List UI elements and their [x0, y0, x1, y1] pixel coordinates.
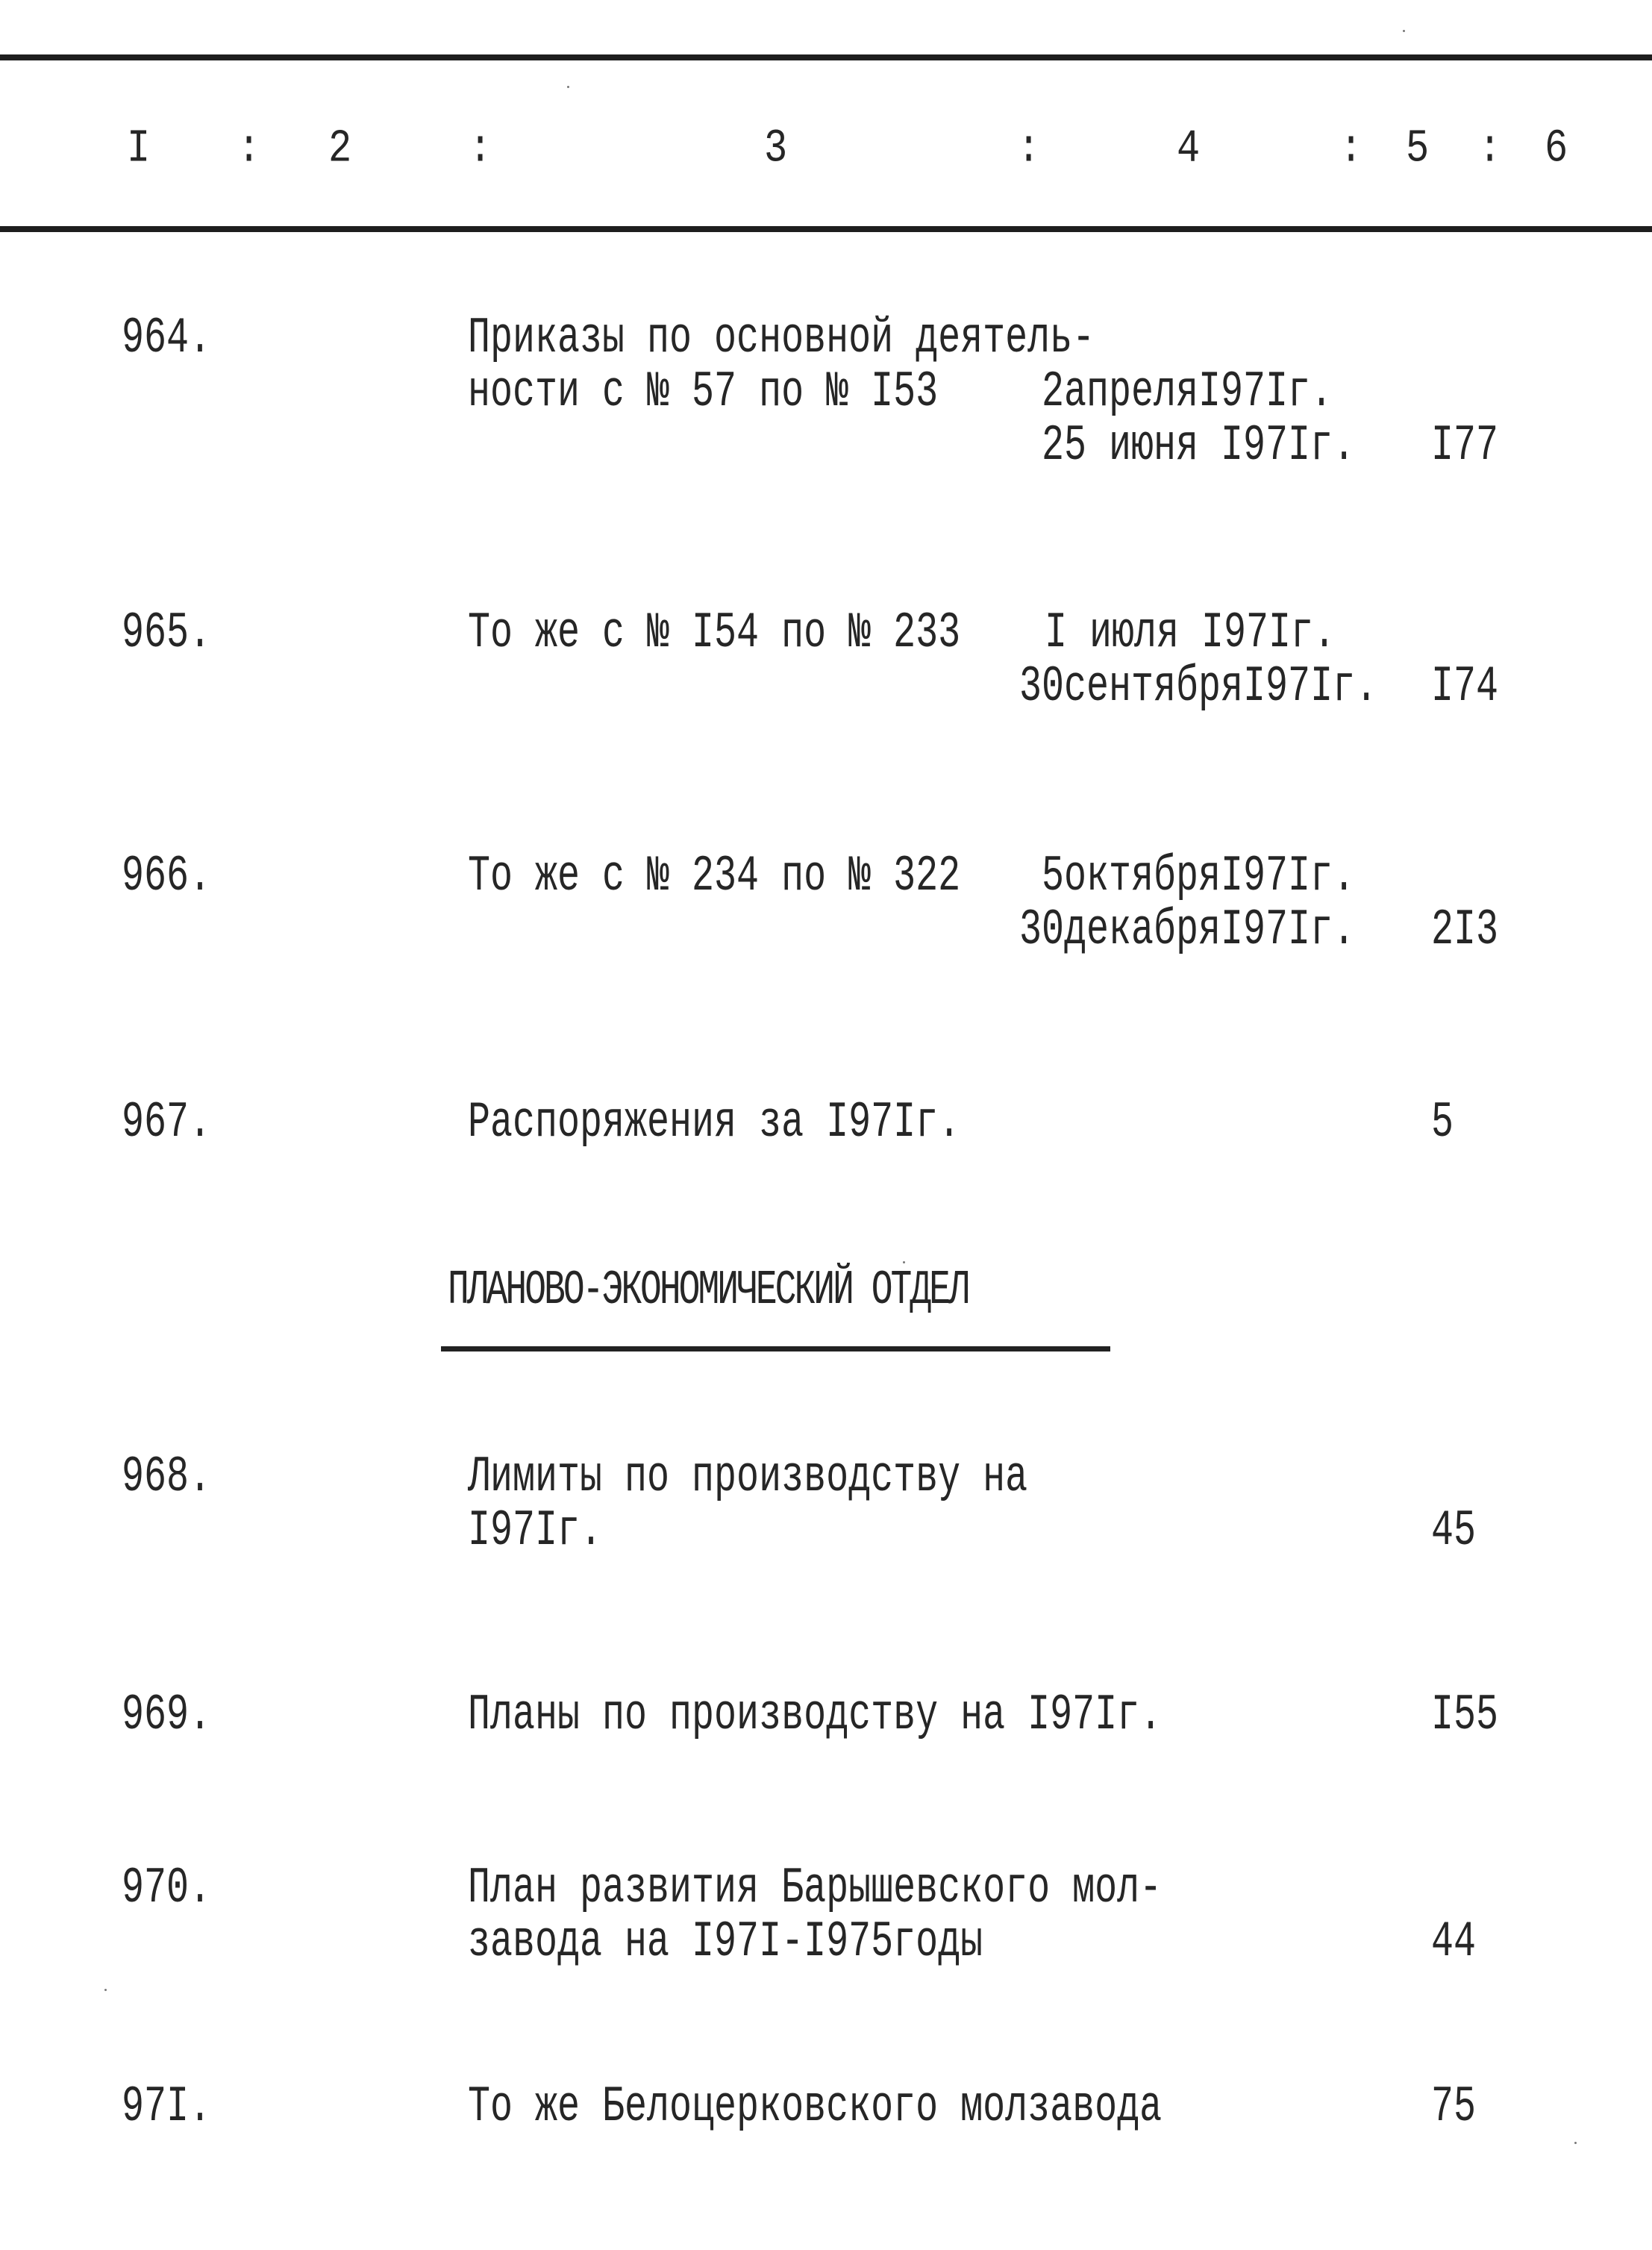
entry-number: 969.	[122, 1687, 212, 1745]
column-header-4: 4	[1177, 122, 1201, 175]
entry-title: План развития Барышевского мол-	[468, 1860, 1163, 1918]
list-item	[0, 1449, 1652, 1620]
entry-number: 965.	[122, 604, 212, 663]
entry-pages: 44	[1431, 1913, 1477, 1972]
entry-pages: I55	[1431, 1687, 1499, 1745]
column-header-1: I	[127, 122, 151, 175]
entry-title: Планы по производству на I97Iг.	[468, 1687, 1163, 1745]
entry-pages: I74	[1431, 658, 1499, 716]
column-separator: :	[1017, 122, 1041, 175]
list-item	[0, 1687, 1652, 1858]
entry-title: То же с № I54 по № 233	[468, 604, 961, 663]
list-item	[0, 848, 1652, 1019]
entry-pages: 5	[1431, 1094, 1454, 1152]
scan-speck	[1403, 30, 1405, 32]
column-header-3: 3	[764, 122, 788, 175]
entry-title: ности с № 57 по № I53	[468, 363, 939, 422]
entry-title: То же Белоцерковского молзавода	[468, 2078, 1163, 2137]
entry-number: 966.	[122, 848, 212, 906]
column-header-2: 2	[328, 122, 352, 175]
entry-pages: 75	[1431, 2078, 1477, 2137]
entry-title: Лимиты по производству на	[468, 1449, 1028, 1507]
column-header-5: 5	[1406, 122, 1430, 175]
scan-speck	[1574, 2142, 1577, 2144]
entry-title: Приказы по основной деятель-	[468, 310, 1095, 368]
column-separator: :	[1478, 122, 1502, 175]
section-heading-underline	[441, 1346, 1110, 1351]
section-heading: ПЛАНОВО-ЭКОНОМИЧЕСКИЙ ОТДЕЛ	[448, 1263, 968, 1319]
entry-date-end: 30декабряI97Iг.	[1019, 901, 1356, 960]
entry-pages: I77	[1431, 417, 1499, 475]
entry-pages: 45	[1431, 1502, 1477, 1560]
entry-date-end: 25 июня I97Iг.	[1042, 417, 1356, 475]
entry-title: завода на I97I-I975годы	[468, 1913, 983, 1972]
top-rule	[0, 54, 1652, 60]
entry-title: То же с № 234 по № 322	[468, 848, 961, 906]
entry-date-start: 2апреляI97Iг.	[1042, 363, 1333, 422]
entry-title: Распоряжения за I97Iг.	[468, 1094, 961, 1152]
entry-number: 967.	[122, 1094, 212, 1152]
entry-date-end: 30сентябряI97Iг.	[1019, 658, 1378, 716]
column-separator: :	[1339, 122, 1363, 175]
entry-date-start: 5октябряI97Iг.	[1042, 848, 1356, 906]
entry-title: I97Iг.	[468, 1502, 603, 1560]
list-item	[0, 1860, 1652, 2031]
entry-number: 968.	[122, 1449, 212, 1507]
scan-speck	[567, 86, 569, 88]
list-item	[0, 1094, 1652, 1266]
list-item	[0, 310, 1652, 481]
entry-number: 964.	[122, 310, 212, 368]
entry-date-start: I июля I97Iг.	[1045, 604, 1336, 663]
entry-pages: 2I3	[1431, 901, 1499, 960]
column-header-6: 6	[1545, 122, 1568, 175]
entry-number: 970.	[122, 1860, 212, 1918]
scan-speck	[104, 1989, 107, 1991]
entry-number: 97I.	[122, 2078, 212, 2137]
column-separator: :	[469, 122, 492, 175]
list-item	[0, 2078, 1652, 2250]
column-separator: :	[237, 122, 261, 175]
header-bottom-rule	[0, 226, 1652, 232]
scan-speck	[903, 1261, 905, 1263]
list-item	[0, 604, 1652, 776]
